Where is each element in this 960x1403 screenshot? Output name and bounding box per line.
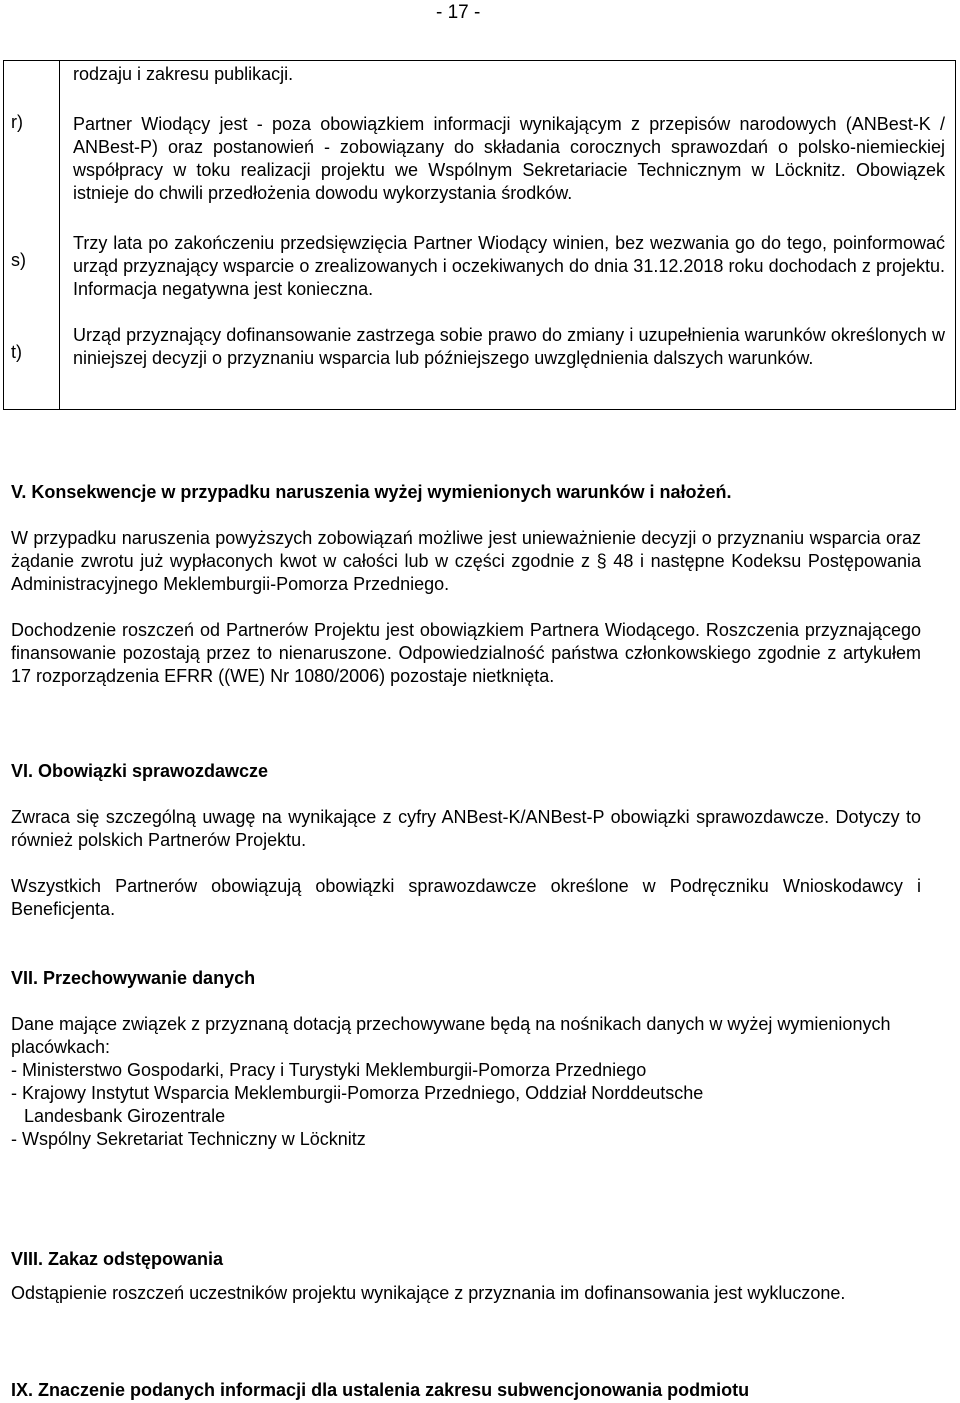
section-8-heading: VIII. Zakaz odstępowania (11, 1249, 224, 1269)
section-6 (11, 760, 921, 921)
section-7-heading: VII. Przechowywanie danych (11, 968, 256, 988)
storage-item-2: - Krajowy Instytut Wsparcia Meklemburgii-Pomorza Przedniego, Oddział Norddeutsche (11, 1083, 704, 1103)
label-cell (4, 61, 60, 410)
section-5-paragraph-1: W przypadku naruszenia powyższych zobowiązań możliwe jest unieważnienie decyzji o przyznaniu wsparcia oraz żądanie zwrotu już wypłaconych kwot w całości lub w części zgodnie z § 48 i następne Kodeksu Postępowania Administracyjnego Meklemburgii-Pomorza Przedniego. (11, 528, 921, 594)
section-7-paragraph-1: Dane mające związek z przyznaną dotacją przechowywane będą na nośnikach danych w wyżej wymienionych placówkach: (11, 1014, 891, 1057)
section-7 (11, 967, 921, 1151)
section-8-paragraph-1: Odstąpienie roszczeń uczestników projektu wynikające z przyznania im dofinansowania jest wykluczone. (11, 1283, 846, 1303)
storage-item-3: - Wspólny Sekretariat Techniczny w Löcknitz (11, 1129, 366, 1149)
section-9 (11, 1379, 921, 1402)
section-6-heading: VI. Obowiązki sprawozdawcze (11, 761, 269, 781)
storage-item-2-continued: Landesbank Girozentrale (24, 1106, 226, 1126)
item-text-s: Trzy lata po zakończeniu przedsięwzięcia Partner Wiodący winien, bez wezwania go do tego, poinformować urząd przyznający wsparcie o zrealizowanych i oczekiwanych do dnia 31.12.2018 roku dochodach z projektu. Informacja negatywna jest konieczna. (73, 233, 945, 299)
storage-item-1: - Ministerstwo Gospodarki, Pracy i Turystyki Meklemburgii-Pomorza Przedniego (11, 1060, 647, 1080)
section-5 (11, 481, 921, 688)
item-label-r: r) (11, 112, 23, 132)
section-9-heading: IX. Znaczenie podanych informacji dla ustalenia zakresu subwencjonowania podmiotu (11, 1380, 750, 1400)
page-number: - 17 - (436, 2, 481, 23)
conditions-box (3, 60, 956, 410)
section-5-paragraph-2: Dochodzenie roszczeń od Partnerów Projektu jest obowiązkiem Partnera Wiodącego. Roszczenia przyznającego finansowanie pozostają przez to nienaruszone. Odpowiedzialność państwa członkowskiego zgodnie z artykułem 17 rozporządzenia EFRR ((WE) Nr 1080/2006) pozostaje nietknięta. (11, 620, 921, 686)
box-intro: rodzaju i zakresu publikacji. (73, 64, 294, 84)
item-label-t: t) (11, 342, 22, 362)
item-text-r: Partner Wiodący jest - poza obowiązkiem informacji wynikającym z przepisów narodowych (ANBest-K / ANBest-P) oraz postanowień - zobowiązany do składania corocznych sprawozdań o polsko-niemieckiej współpracy w toku realizacji projektu we Wspólnym Sekretariacie Technicznym w Löcknitz. Obowiązek istnieje do chwili przedłożenia dowodu wykorzystania środków. (73, 114, 945, 203)
item-label-s: s) (11, 250, 26, 270)
section-6-paragraph-2: Wszystkich Partnerów obowiązują obowiązki sprawozdawcze określone w Podręczniku Wnioskodawcy i Beneficjenta. (11, 876, 921, 919)
item-text-t: Urząd przyznający dofinansowanie zastrzega sobie prawo do zmiany i uzupełnienia warunków określonych w niniejszej decyzji o przyznaniu wsparcia lub późniejszego uwzględnienia dalszych warunków. (73, 325, 945, 368)
section-5-heading: V. Konsekwencje w przypadku naruszenia wyżej wymienionych warunków i nałożeń. (11, 482, 732, 502)
section-6-paragraph-1: Zwraca się szczególną uwagę na wynikające z cyfry ANBest-K/ANBest-P obowiązki sprawozdawcze. Dotyczy to również polskich Partnerów Projektu. (11, 807, 921, 850)
section-8 (11, 1248, 921, 1305)
text-cell (60, 61, 956, 410)
